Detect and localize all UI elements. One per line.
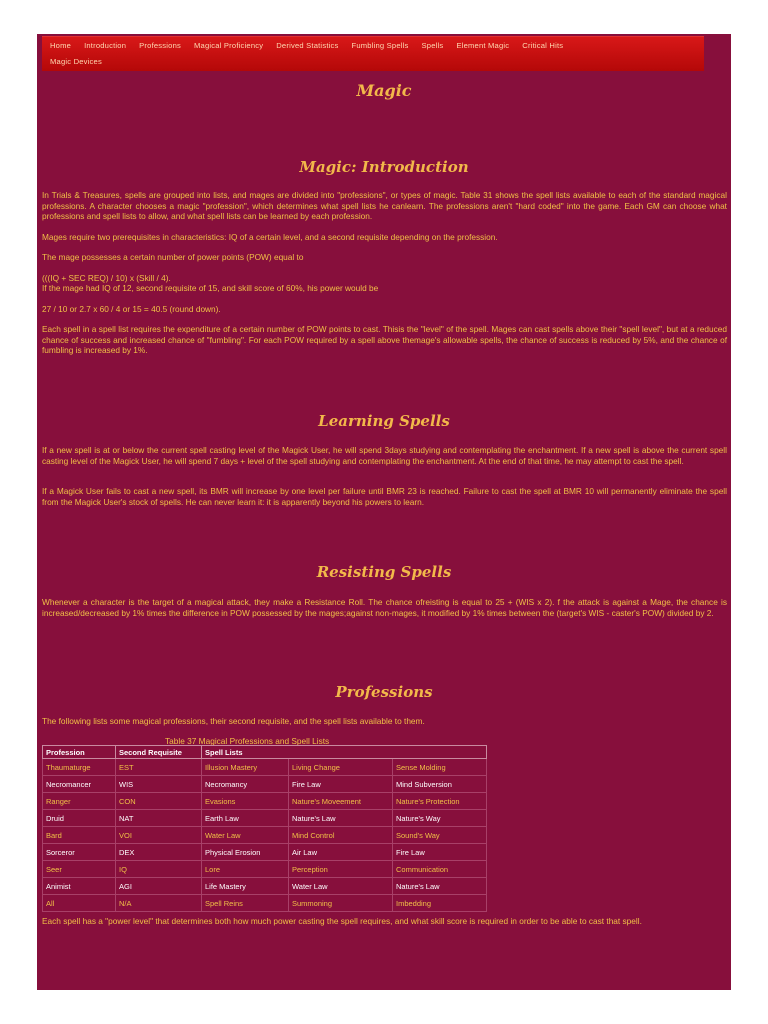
section-heading-learning-spells: Learning Spells (318, 412, 450, 430)
cell-spell-list: Physical Erosion (202, 844, 289, 861)
cell-spell-list: Nature's Law (289, 810, 393, 827)
learning-paragraph-2: If a Magick User fails to cast a new spell, its BMR will increase by one level per failure until BMR 23 is reached. Failure to cast the spell at BMR 10 will permanently eliminate the spell from the Magick User's stock of spells. He can never learn it: it is apparently beyond his powers to learn. (42, 486, 727, 507)
nav-bar (42, 36, 704, 71)
cell-spell-list: Nature's Protection (393, 793, 487, 810)
nav-link-element-magic[interactable]: Element Magic (456, 41, 510, 50)
cell-spell-list: Sound's Way (393, 827, 487, 844)
cell-spell-list: Nature's Way (393, 810, 487, 827)
nav-link-magical-proficiency[interactable]: Magical Proficiency (194, 41, 264, 50)
cell-spell-list: Fire Law (289, 776, 393, 793)
professions-paragraph-2: Each spell has a "power level" that determines both how much power casting the spell requires, and what skill score is required in order to be able to cast that spell. (42, 916, 642, 926)
cell-spell-list: Mind Control (289, 827, 393, 844)
content-page (37, 34, 731, 990)
table-row (43, 861, 487, 878)
table-row (43, 895, 487, 912)
cell-spell-list: Communication (393, 861, 487, 878)
cell-spell-list: Earth Law (202, 810, 289, 827)
cell-profession: All (43, 895, 116, 912)
cell-profession: Bard (43, 827, 116, 844)
cell-profession: Ranger (43, 793, 116, 810)
cell-requisite: N/A (116, 895, 202, 912)
nav-link-derived-statistics[interactable]: Derived Statistics (276, 41, 339, 50)
cell-spell-list: Spell Reins (202, 895, 289, 912)
cell-spell-list: Sense Molding (393, 759, 487, 776)
cell-spell-list: Evasions (202, 793, 289, 810)
nav-link-magic-devices[interactable]: Magic Devices (50, 57, 102, 66)
table-row (43, 776, 487, 793)
professions-paragraph-1: The following lists some magical professions, their second requisite, and the spell lists available to them. (42, 716, 425, 726)
nav-link-introduction[interactable]: Introduction (84, 41, 127, 50)
table-row (43, 810, 487, 827)
cell-profession: Animist (43, 878, 116, 895)
nav-link-professions[interactable]: Professions (139, 41, 182, 50)
cell-profession: Thaumaturge (43, 759, 116, 776)
table-header-row (43, 746, 487, 759)
formula-line: (((IQ + SEC REQ) / 10) x (Skill / 4). (42, 273, 171, 283)
cell-requisite: DEX (116, 844, 202, 861)
cell-spell-list: Living Change (289, 759, 393, 776)
cell-profession: Sorceror (43, 844, 116, 861)
cell-spell-list: Perception (289, 861, 393, 878)
cell-spell-list: Fire Law (393, 844, 487, 861)
nav-link-fumbling-spells[interactable]: Fumbling Spells (351, 41, 409, 50)
cell-spell-list: Water Law (202, 827, 289, 844)
resisting-paragraph-1: Whenever a character is the target of a magical attack, they make a Resistance Roll. The chance ofreisting is equal to 25 + (WIS x 2). f the attack is against a Mage, the chance is increased/decreased by 1% times the difference in POW possessed by the mages;against non-mages, it modified by 1% times between the (target's WIS - caster's POW) divided by 2. (42, 597, 727, 618)
learning-paragraph-1: If a new spell is at or below the current spell casting level of the Magick User, he will spend 3days studying and contemplating the enchantment. If a new spell is above the current spell casting level of the Magick User, he will spend 7 days + level of the spell studying and contemplating the enchantment. At the end of that time, he may attempt to cast the spell. (42, 445, 727, 466)
cell-spell-list: Imbedding (393, 895, 487, 912)
cell-requisite: VOI (116, 827, 202, 844)
table-row (43, 878, 487, 895)
page-title: Magic (356, 81, 412, 100)
cell-spell-list: Summoning (289, 895, 393, 912)
cell-spell-list: Lore (202, 861, 289, 878)
section-heading-introduction: Magic: Introduction (299, 158, 469, 176)
column-header-second-requisite: Second Requisite (116, 746, 202, 759)
intro-paragraph-2: Mages require two prerequisites in characteristics: IQ of a certain level, and a second requisite depending on the profession. (42, 232, 498, 242)
cell-spell-list: Life Mastery (202, 878, 289, 895)
nav-link-spells[interactable]: Spells (421, 41, 444, 50)
cell-profession: Druid (43, 810, 116, 827)
section-heading-professions: Professions (335, 683, 433, 701)
cell-requisite: EST (116, 759, 202, 776)
cell-spell-list: Nature's Law (393, 878, 487, 895)
nav-link-home[interactable]: Home (50, 41, 72, 50)
cell-spell-list: Mind Subversion (393, 776, 487, 793)
cell-profession: Necromancer (43, 776, 116, 793)
cell-requisite: CON (116, 793, 202, 810)
cell-requisite: NAT (116, 810, 202, 827)
intro-paragraph-3: The mage possesses a certain number of power points (POW) equal to (42, 252, 304, 262)
cell-requisite: IQ (116, 861, 202, 878)
cell-spell-list: Illusion Mastery (202, 759, 289, 776)
table-caption: Table 37 Magical Professions and Spell Lists (165, 736, 330, 746)
cell-spell-list: Water Law (289, 878, 393, 895)
formula-example: If the mage had IQ of 12, second requisite of 15, and skill score of 60%, his power would be (42, 283, 379, 293)
professions-table (42, 745, 487, 912)
table-row (43, 827, 487, 844)
section-heading-resisting-spells: Resisting Spells (316, 563, 452, 581)
formula-result: 27 / 10 or 2.7 x 60 / 4 or 15 = 40.5 (round down). (42, 304, 221, 314)
cell-spell-list: Air Law (289, 844, 393, 861)
nav-row-1 (50, 41, 576, 50)
column-header-spell-lists: Spell Lists (202, 746, 487, 759)
cell-spell-list: Nature's Moveement (289, 793, 393, 810)
cell-spell-list: Necromancy (202, 776, 289, 793)
cell-requisite: AGI (116, 878, 202, 895)
column-header-profession: Profession (43, 746, 116, 759)
nav-link-critical-hits[interactable]: Critical Hits (522, 41, 564, 50)
intro-paragraph-6: Each spell in a spell list requires the expenditure of a certain number of POW points to cast. Thisis the "level" of the spell. Mages can cast spells above their "spell level", but at a reduced chance of success and increased chance of "fumbling". For each POW required by a spell above themage's allowable spells, the chance of success is reduced by 5%, and the chance of fumbling is increased by 1%. (42, 324, 727, 356)
nav-row-2 (50, 57, 115, 66)
table-row (43, 759, 487, 776)
intro-paragraph-1: In Trials & Treasures, spells are grouped into lists, and mages are divided into "professions", or types of magic. Table 31 shows the spell lists available to each of the standard magical professions. A character chooses a magic "profession", which determines what spell lists he canlearn. The professions aren't "hard coded" into the game. Each GM can choose what professions and spell lists to allow, and what spell lists can be learned by each profession. (42, 190, 727, 222)
cell-requisite: WIS (116, 776, 202, 793)
cell-profession: Seer (43, 861, 116, 878)
table-row (43, 793, 487, 810)
table-row (43, 844, 487, 861)
